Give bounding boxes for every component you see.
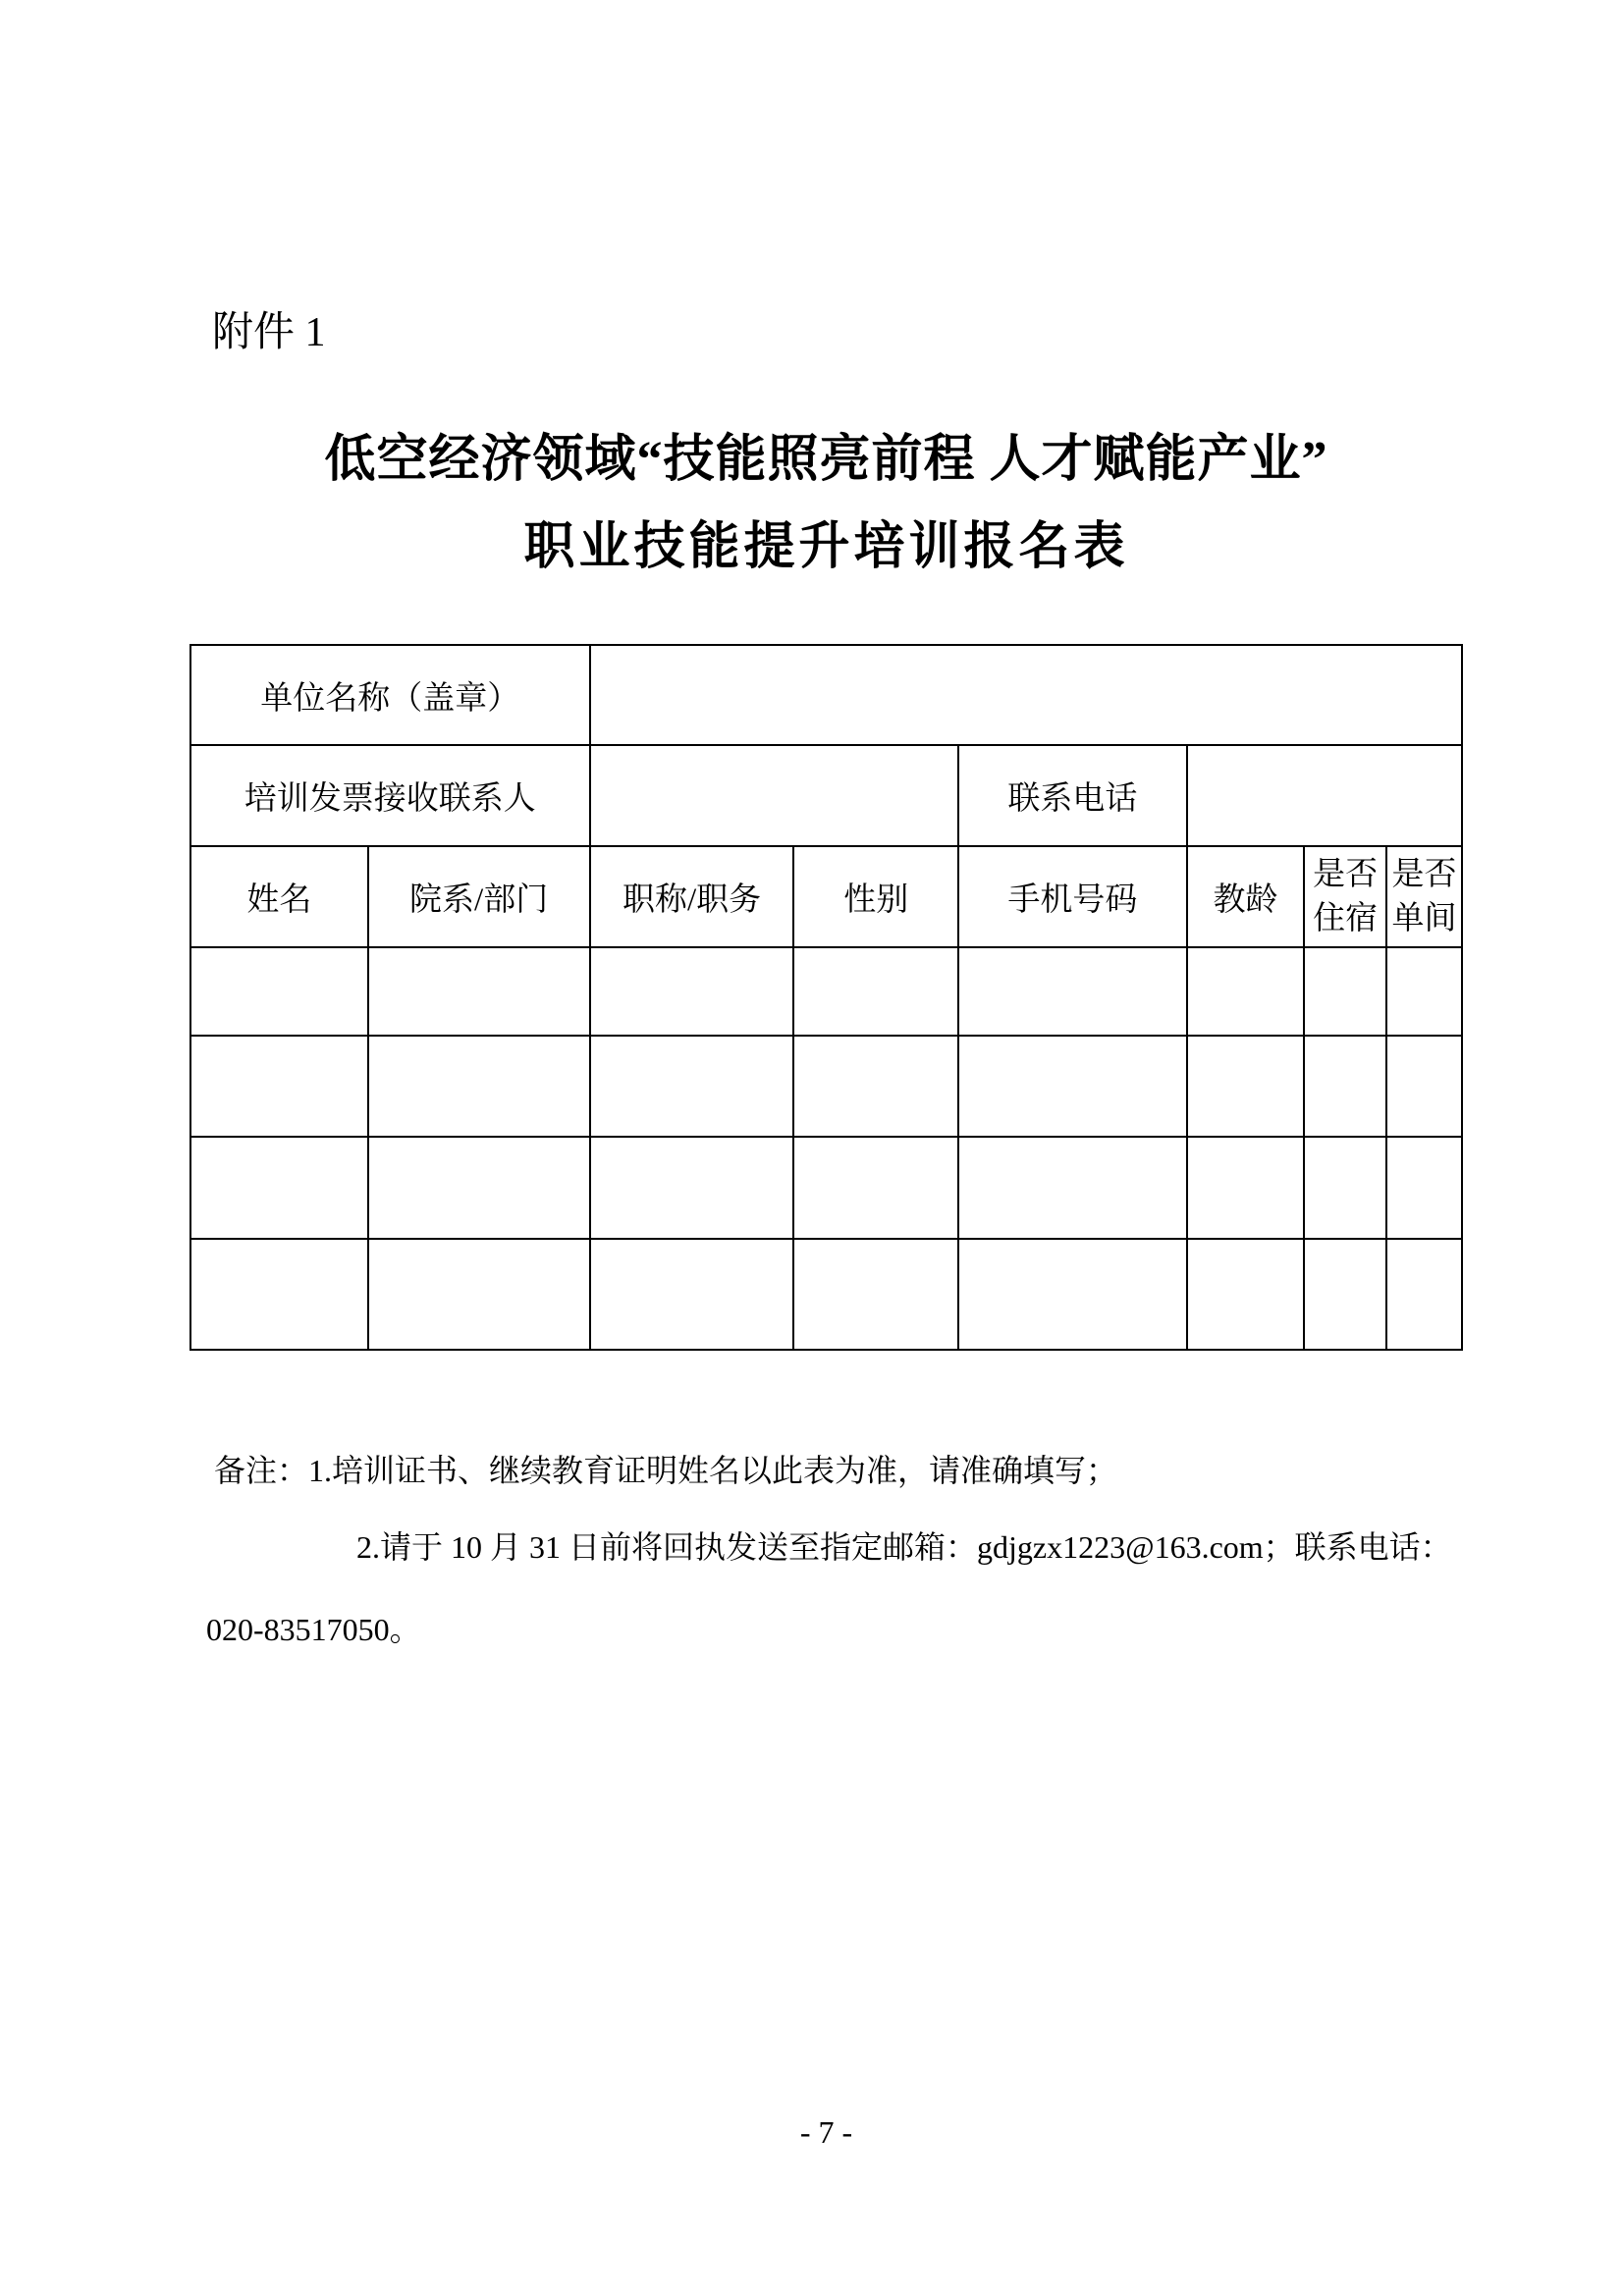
empty-cell[interactable] (1187, 1137, 1305, 1239)
empty-cell[interactable] (793, 947, 958, 1036)
empty-cell[interactable] (793, 1239, 958, 1350)
empty-cell[interactable] (368, 1239, 590, 1350)
invoice-contact-label-cell: 培训发票接收联系人 (190, 745, 590, 846)
empty-cell[interactable] (1386, 1036, 1462, 1137)
empty-cell[interactable] (958, 947, 1186, 1036)
empty-cell[interactable] (368, 1036, 590, 1137)
col-header-accommodation (1304, 846, 1386, 947)
empty-cell[interactable] (1304, 1137, 1386, 1239)
empty-cell[interactable] (958, 1036, 1186, 1137)
col-header-mobile: 手机号码 (958, 846, 1186, 947)
empty-cell[interactable] (1187, 947, 1305, 1036)
title-line-2: 职业技能提升培训报名表 (523, 519, 1129, 576)
note-line-1 (214, 1451, 1117, 1492)
col-header-department: 院系/部门 (368, 846, 590, 947)
table-row (190, 947, 1462, 1036)
unit-name-label-cell: 单位名称（盖章） (190, 645, 590, 745)
col-header-single-room-line1: 是否 (1391, 856, 1457, 892)
col-header-gender: 性别 (793, 846, 958, 947)
empty-cell[interactable] (1304, 1036, 1386, 1137)
col-header-accommodation-line2: 住宿 (1313, 900, 1379, 936)
contact-phone-input-cell[interactable] (1187, 745, 1462, 846)
invoice-contact-input-cell[interactable] (590, 745, 959, 846)
empty-cell[interactable] (190, 1036, 368, 1137)
title-line-1: 低空经济领域“技能照亮前程 人才赋能产业” (324, 432, 1328, 488)
empty-cell[interactable] (1304, 1239, 1386, 1350)
empty-cell[interactable] (590, 1239, 794, 1350)
note-item-1: 1.培训证书、继续教育证明姓名以此表为准，请准确填写； (308, 1453, 1118, 1488)
empty-cell[interactable] (1187, 1239, 1305, 1350)
col-header-name: 姓名 (190, 846, 368, 947)
empty-cell[interactable] (1386, 1137, 1462, 1239)
empty-cell[interactable] (190, 947, 368, 1036)
empty-cell[interactable] (368, 1137, 590, 1239)
column-header-row (190, 846, 1462, 947)
col-header-single-room-line2: 单间 (1391, 900, 1457, 936)
unit-name-input-cell[interactable] (590, 645, 1462, 745)
col-header-title-position: 职称/职务 (590, 846, 794, 947)
attachment-label: 附件 1 (212, 310, 326, 355)
empty-cell[interactable] (368, 947, 590, 1036)
empty-cell[interactable] (1386, 1239, 1462, 1350)
empty-cell[interactable] (590, 1036, 794, 1137)
contact-phone-label-cell: 联系电话 (958, 745, 1186, 846)
note-prefix: 备注： (214, 1453, 309, 1488)
col-header-single-room (1386, 846, 1462, 947)
empty-cell[interactable] (1187, 1036, 1305, 1137)
table-row (190, 1239, 1462, 1350)
table-row (190, 1036, 1462, 1137)
empty-cell[interactable] (1304, 947, 1386, 1036)
empty-cell[interactable] (590, 947, 794, 1036)
note-line-2: 2.请于 10 月 31 日前将回执发送至指定邮箱：gdjgzx1223@163.com；联系电话： (356, 1529, 1452, 1565)
invoice-contact-row (190, 745, 1462, 846)
col-header-accommodation-line1: 是否 (1313, 856, 1379, 892)
empty-cell[interactable] (590, 1137, 794, 1239)
empty-cell[interactable] (793, 1036, 958, 1137)
empty-cell[interactable] (190, 1239, 368, 1350)
col-header-teaching-age: 教龄 (1187, 846, 1305, 947)
empty-cell[interactable] (793, 1137, 958, 1239)
table-row (190, 1137, 1462, 1239)
empty-cell[interactable] (1386, 947, 1462, 1036)
registration-table (189, 644, 1463, 1351)
page-number: - 7 - (799, 2114, 853, 2150)
note-line-3: 020-83517050。 (206, 1612, 421, 1647)
document-title (189, 432, 1463, 575)
empty-cell[interactable] (958, 1239, 1186, 1350)
unit-name-row (190, 645, 1462, 745)
empty-cell[interactable] (958, 1137, 1186, 1239)
empty-cell[interactable] (190, 1137, 368, 1239)
